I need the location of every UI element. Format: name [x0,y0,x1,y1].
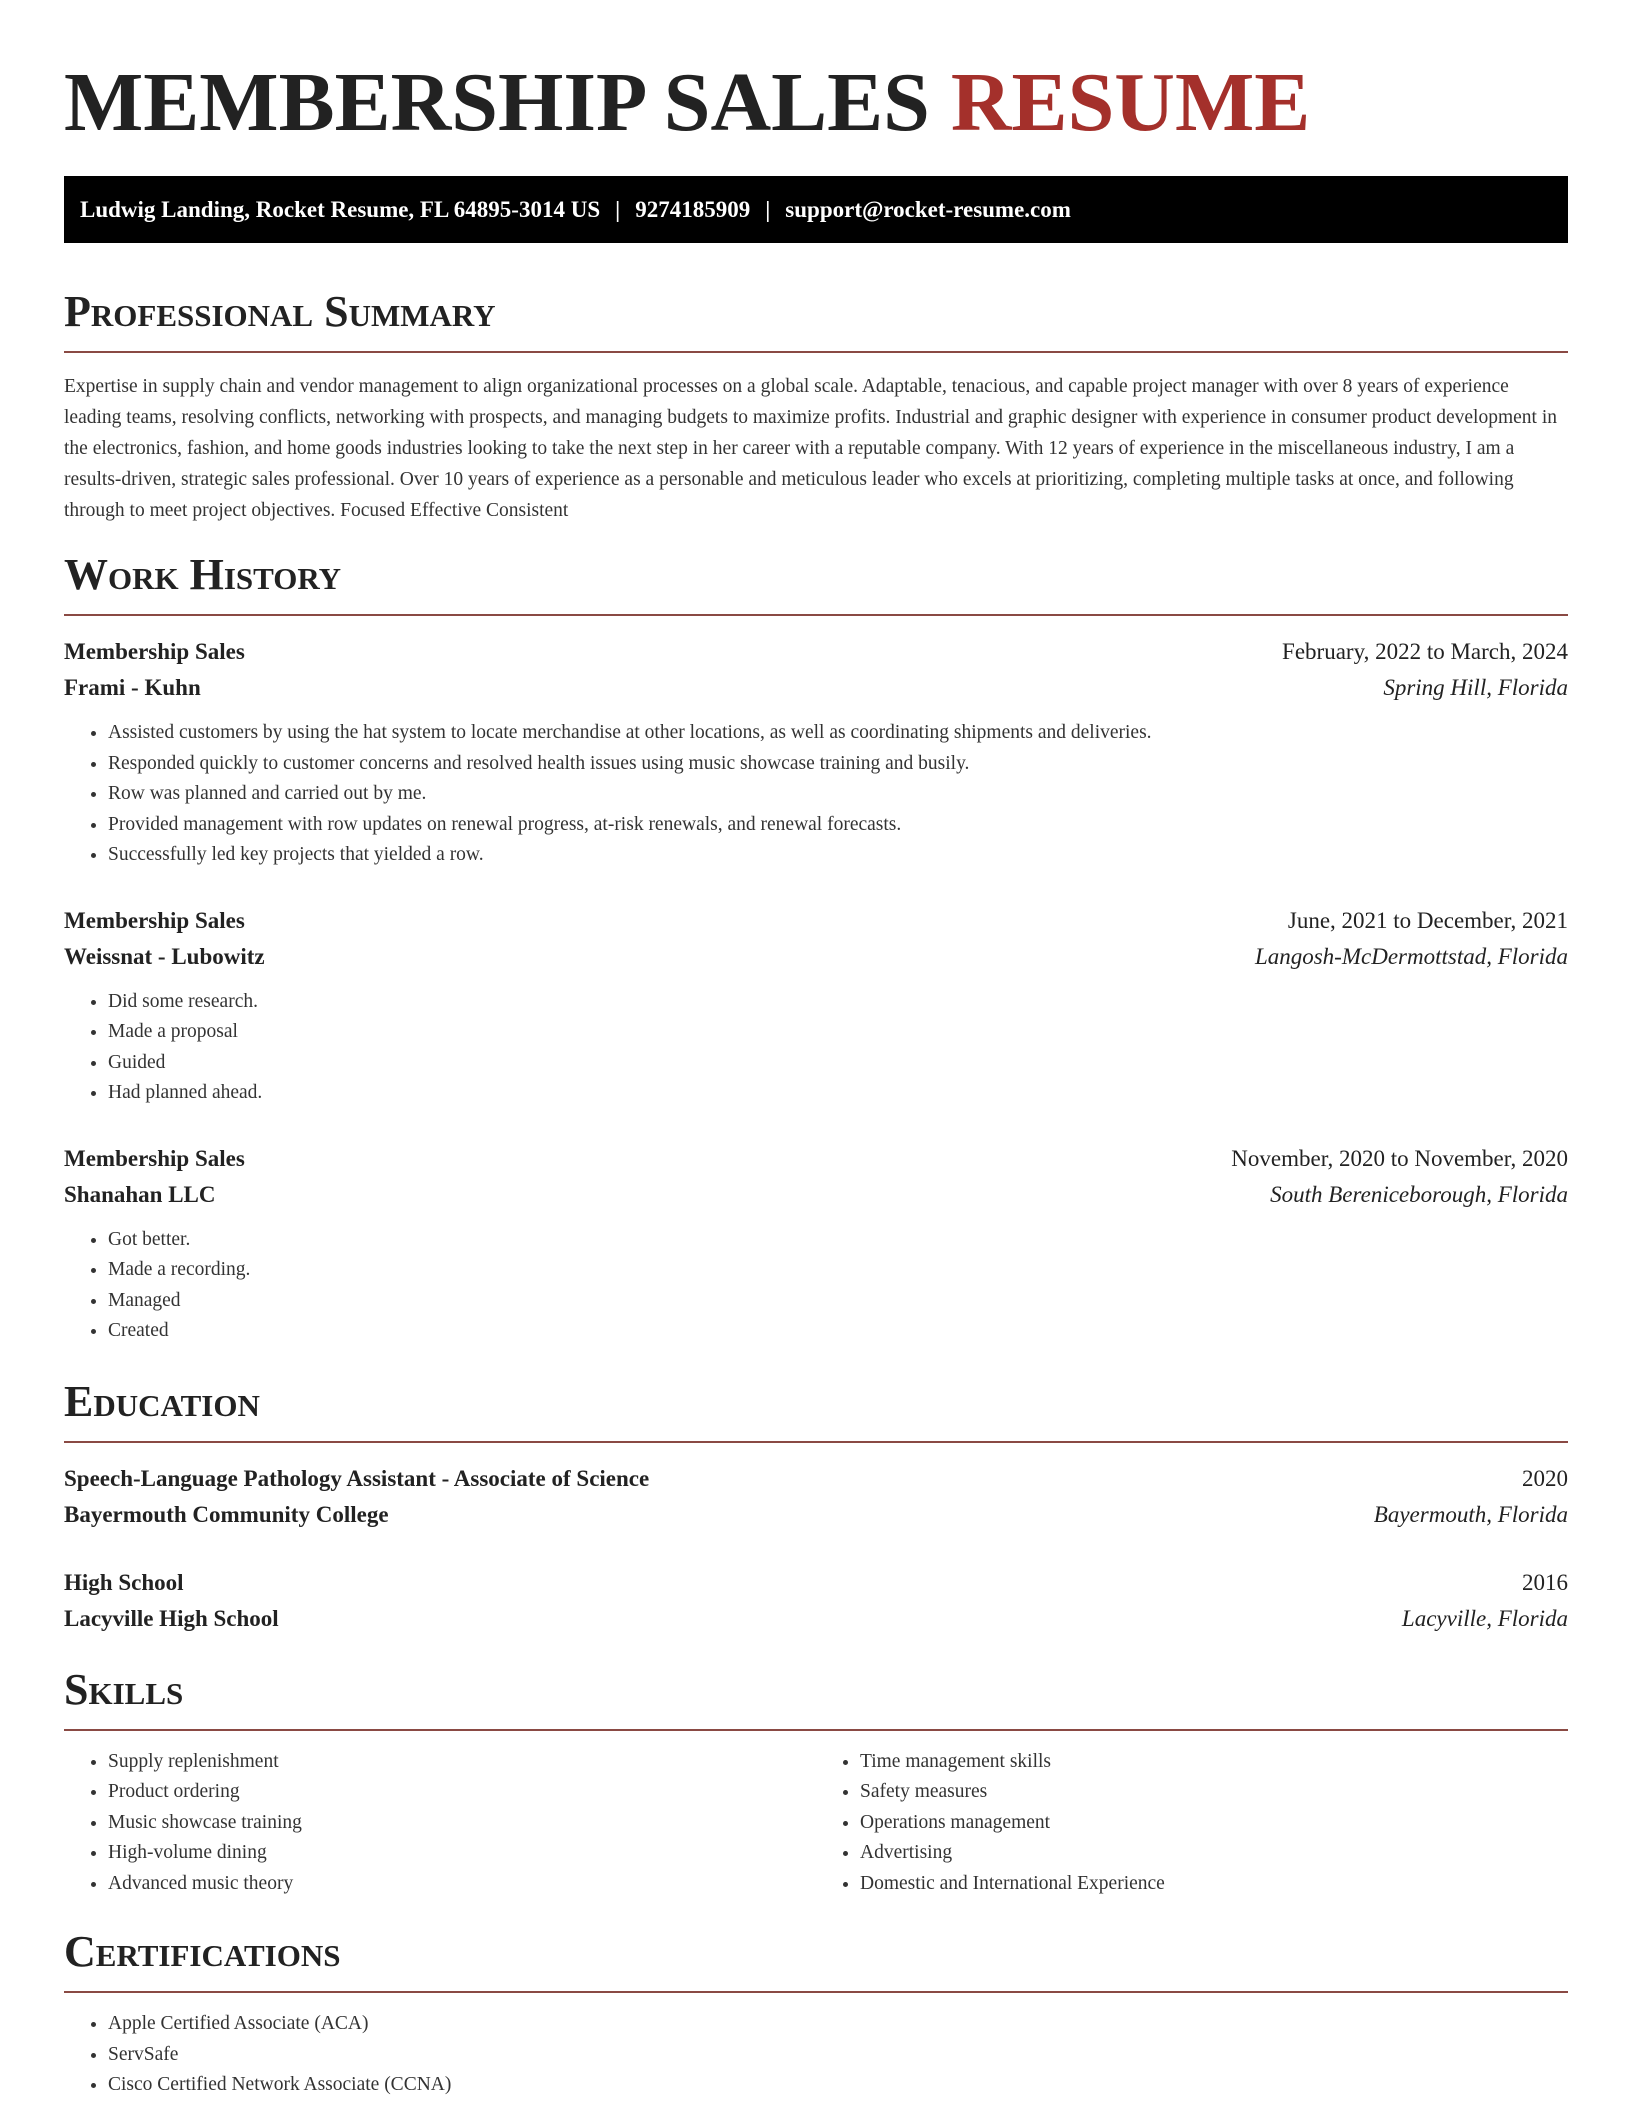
section-heading-work: Work History [64,550,342,599]
section-heading-skills: Skills [64,1664,184,1714]
contact-separator: | [765,197,771,222]
list-item: • Safety measures [860,1777,1568,1808]
education-year: 2016 [1522,1569,1568,1595]
job-location: Spring Hill, Florida [1383,675,1568,700]
section-divider [64,1729,1568,1731]
contact-bar [64,176,1568,243]
job-entry [64,1141,1568,1347]
list-item: • Time management skills [860,1747,1568,1778]
skills-list-right [816,1747,1568,1900]
education-year: 2020 [1522,1465,1568,1491]
skills-list-left [64,1747,816,1900]
list-item: • Managed [108,1286,1568,1317]
list-item: • Had planned ahead. [108,1078,1568,1109]
education-entry [64,1461,1568,1533]
resume-page [64,0,1568,2101]
list-item: • Row was planned and carried out by me. [108,779,1568,810]
education-degree-row [64,1461,1568,1497]
section-heading-summary: Professional Summary [64,287,496,336]
skills-grid [64,1747,1568,1900]
contact-phone: 9274185909 [635,197,751,222]
certifications-list [64,2009,1568,2101]
job-title: Membership Sales [64,907,245,933]
list-item: • Guided [108,1048,1568,1079]
list-item: • Provided management with row updates on renewal progress, at-risk renewals, and renewal forecasts. [108,810,1568,841]
section-heading-education: Education [64,1376,260,1426]
section-heading-certifications: Certifications [64,1927,341,1976]
job-company-row [64,1177,1568,1213]
list-item: • Made a proposal [108,1017,1568,1048]
education-school: Lacyville High School [64,1605,279,1631]
job-title: Membership Sales [64,1145,245,1171]
summary-text: Expertise in supply chain and vendor management to align organizational processes on a global scale. Adaptable, tenacious, and capable project manager with over 8 years of experience leading teams, resolving conflicts, networking with prospects, and managing budgets to maximize profits. Industrial and graphic designer with experience in consumer product development in the electronics, fashion, and home goods industries looking to take the next step in her career with a reputable company. With 12 years of experience in the miscellaneous industry, I am a results-driven, strategic sales professional. Over 10 years of experience as a personable and meticulous leader who excels at prioritizing, completing multiple tasks at once, and following through to meet project objectives. Focused Effective Consistent [64,376,1557,521]
job-dates: June, 2021 to December, 2021 [1287,907,1568,933]
education-section [64,1377,1568,1637]
education-school-row [64,1497,1568,1533]
job-company-row [64,939,1568,975]
list-item: • Music showcase training [108,1808,816,1839]
education-degree: High School [64,1569,184,1595]
job-bullets [64,987,1568,1109]
certifications-section [64,1927,1568,2101]
job-title-row [64,903,1568,939]
education-degree-row [64,1565,1568,1601]
list-item: • Domestic and International Experience [860,1869,1568,1900]
job-bullets [64,718,1568,871]
job-dates: November, 2020 to November, 2020 [1231,1145,1568,1171]
job-title-row [64,634,1568,670]
job-entry [64,634,1568,871]
job-location: South Berenice​borough, Florida [1270,1181,1568,1207]
list-item: • Supply replenishment [108,1747,816,1778]
title-accent: RESUME [950,56,1311,149]
list-item: • Successfully led key projects that yielded a row. [108,840,1568,871]
education-school-row [64,1601,1568,1637]
section-divider [64,1991,1568,1993]
summary-section [64,287,1568,526]
list-item: • High-volume dining [108,1838,816,1869]
job-company: Frami - Kuhn [64,675,201,700]
list-item: • Cisco Certified Network Associate (CCNA) [108,2070,1568,2101]
section-divider [64,351,1568,353]
contact-email: support@rocket-resume.com [785,197,1071,222]
list-item: • Assisted customers by using the hat system to locate merchandise at other locations, as well as coordinating shipments and deliveries. [108,718,1568,749]
job-title: Membership Sales [64,639,245,664]
job-company: Weissnat - Lubowitz [64,943,265,969]
list-item: • Got better. [108,1225,1568,1256]
contact-separator: | [615,197,621,222]
list-item: • Operations management [860,1808,1568,1839]
list-item: • Made a recording. [108,1255,1568,1286]
job-location: Langosh-McDermottstad, Florida [1254,943,1568,969]
list-item: • Advertising [860,1838,1568,1869]
job-company: Shanahan LLC [64,1181,216,1207]
title-main: MEMBERSHIP SALES [64,56,930,149]
contact-address: Ludwig Landing, Rocket Resume, FL 64895-3014 US [80,197,601,222]
job-bullets [64,1225,1568,1347]
section-divider [64,1441,1568,1443]
education-school: Bayermouth Community College [64,1501,389,1527]
education-location: Lacyville, Florida [1401,1605,1568,1631]
education-location: Bayermouth, Florida [1373,1501,1568,1527]
resume-title [64,0,1568,150]
list-item: • ServSafe [108,2040,1568,2071]
list-item: • Responded quickly to customer concerns and resolved health issues using music showcase training and busily. [108,749,1568,780]
list-item: • Advanced music theory [108,1869,816,1900]
list-item: • Created [108,1316,1568,1347]
job-title-row [64,1141,1568,1177]
section-divider [64,614,1568,616]
list-item: • Product ordering [108,1777,816,1808]
job-company-row [64,670,1568,706]
skills-section [64,1665,1568,1900]
job-entry [64,903,1568,1109]
work-section [64,550,1568,1347]
job-dates: February, 2022 to March, 2024 [1282,639,1568,664]
list-item: • Did some research. [108,987,1568,1018]
list-item: • Apple Certified Associate (ACA) [108,2009,1568,2040]
education-degree: Speech-Language Pathology Assistant - Associate of Science [64,1465,650,1491]
education-entry [64,1565,1568,1637]
